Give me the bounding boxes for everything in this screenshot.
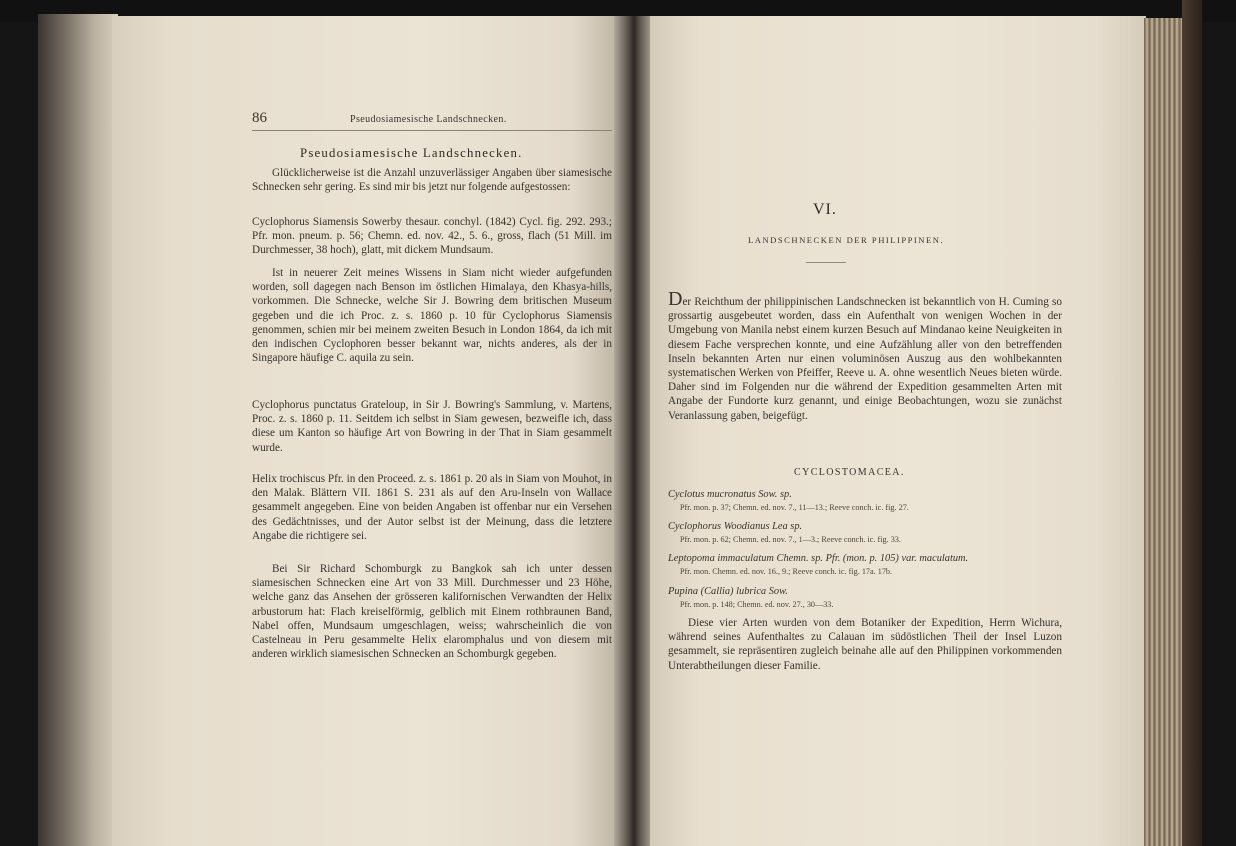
species-name: Cyclophorus Woodianus Lea sp. (668, 521, 803, 532)
chapter-title: LANDSCHNECKEN DER PHILIPPINEN. (748, 235, 945, 245)
page-edges (1144, 18, 1184, 846)
intro-paragraph (668, 288, 1062, 423)
species-reference: Pfr. mon. p. 62; Chemn. ed. nov. 7., 1—3.; Reeve conch. ic. fig. 33. (680, 535, 901, 544)
header-rule (252, 130, 612, 131)
species-reference: Pfr. mon. p. 148; Chemn. ed. nov. 27., 30—33. (680, 600, 834, 609)
paragraph: Cyclophorus Siamensis Sowerby thesaur. conchyl. (1842) Cycl. fig. 292. 293.; Pfr. mon. pneum. p. 56; Chemn. ed. nov. 42., 5. 6., gross, flach (51 Mill. im Durchmesser, 38 hoch), glatt, mit dickem Mundsaum. (252, 216, 612, 257)
species-name: Cyclotus mucronatus Sow. sp. (668, 489, 792, 500)
drop-cap: D (668, 288, 683, 310)
right-page (650, 16, 1146, 846)
chapter-rule (806, 262, 846, 263)
species-reference: Pfr. mon. p. 37; Chemn. ed. nov. 7., 11—13.; Reeve conch. ic. fig. 27. (680, 503, 909, 512)
paragraph: Cyclophorus punctatus Grateloup, in Sir J. Bowring's Sammlung, v. Martens, Proc. z. s. 1860 p. 11. Seitdem ich selbst in Siam gewesen, bezweifle ich, dass diese um Kanton so häufige Art von Bowring in der That in Siam gesammelt wurde. (252, 399, 612, 454)
closing-paragraph: Diese vier Arten wurden von dem Botaniker der Expedition, Herrn Wichura, während seines Aufenthaltes zu Calauan im südöstlichen Theil der Insel Luzon gesammelt, sie repräsentiren zugleich beinahe alle auf den Philippinen vorkommenden Unterabtheilungen dieser Familie. (668, 617, 1062, 672)
intro-text: er Reichthum der philippinischen Landschnecken ist bekanntlich von H. Cuming so grossartig ausgebeutet worden, dass ein Aufenthalt von wenigen Wochen in der Umgebung von Manila nebst einem kurzen Besuch auf Mindanao keine Neuigkeiten in diesem Fache versprechen konnte, und eine Aufzählung aller von den betreffenden Inseln bekannten Arten nur einen voluminösen Auszug aus den wohlbekannten systematischen Werken von Pfeiffer, Reeve u. A. ohne wesentlich Neues bieten würde. Daher sind im Folgenden nur die während der Expedition gesammelten Arten mit Angabe der Fundorte kurz genannt, und einige Beobachtungen, wozu sie zunächst Veranlassung gaben, beigefügt. (668, 296, 1062, 422)
subsection-heading: CYCLOSTOMACEA. (794, 467, 905, 478)
species-name: Leptopoma immaculatum Chemn. sp. Pfr. (mon. p. 105) var. maculatum. (668, 553, 969, 564)
paragraph: Bei Sir Richard Schomburgk zu Bangkok sah ich unter dessen siamesischen Schnecken eine Art von 33 Mill. Durchmesser und 23 Höhe, welche ganz das Ansehen der grösseren kalifornischen Verwandten der Helix arbustorum hat: Flach kreiselförmig, gelblich mit Einem rothbraunen Band, Nabel offen, Mundsaum umgeschlagen, weiss; wahrscheinlich die von Castelneau in Peru gesammelte Helix elaromphalus und von diesem mit anderen wirklich siamesischen Schnecken an Schomburgk gegeben. (252, 563, 612, 661)
chapter-number: VI. (813, 201, 837, 218)
section-title: Pseudosiamesische Landschnecken. (300, 146, 523, 160)
paragraph: Ist in neuerer Zeit meines Wissens in Siam nicht wieder aufgefunden worden, soll dagegen nach Benson im östlichen Himalaya, den Khasya-hills, vorkommen. Die Schnecke, welche Sir J. Bowring dem britischen Museum gegeben und die ich Proc. z. s. 1860 p. 10 für Cyclophorus Siamensis genommen, schien mir bei meinem zweiten Besuch in London 1864, da ich mit den indischen Cyclophoren besser bekannt war, nichts anderes, als der in Singapore häufige C. aquila zu sein. (252, 267, 612, 365)
species-reference: Pfr. mon. Chemn. ed. nov. 16., 9.; Reeve conch. ic. fig. 17a. 17b. (680, 567, 893, 576)
book-gutter (614, 16, 654, 846)
species-name: Pupina (Callia) lubrica Sow. (668, 586, 788, 597)
paragraph: Glücklicherweise ist die Anzahl unzuverlässiger Angaben über siamesische Schnecken sehr gering. Es sind mir bis jetzt nur folgende aufgestossen: (252, 167, 612, 194)
left-binding (38, 14, 118, 846)
paragraph: Helix trochiscus Pfr. in den Proceed. z. s. 1861 p. 20 als in Siam von Mouhot, in den Malak. Blättern VII. 1861 S. 231 als auf den Aru-Inseln von Wallace gesammelt angegeben. Eine von beiden Angaben ist offenbar nur ein Versehen des Gedächtnisses, und der Autor selbst ist der Meinung, dass die letztere Angabe die richtigere sei. (252, 473, 612, 542)
page-number: 86 (252, 110, 267, 126)
cover-edge (1182, 0, 1202, 846)
running-head: Pseudosiamesische Landschnecken. (350, 114, 507, 125)
